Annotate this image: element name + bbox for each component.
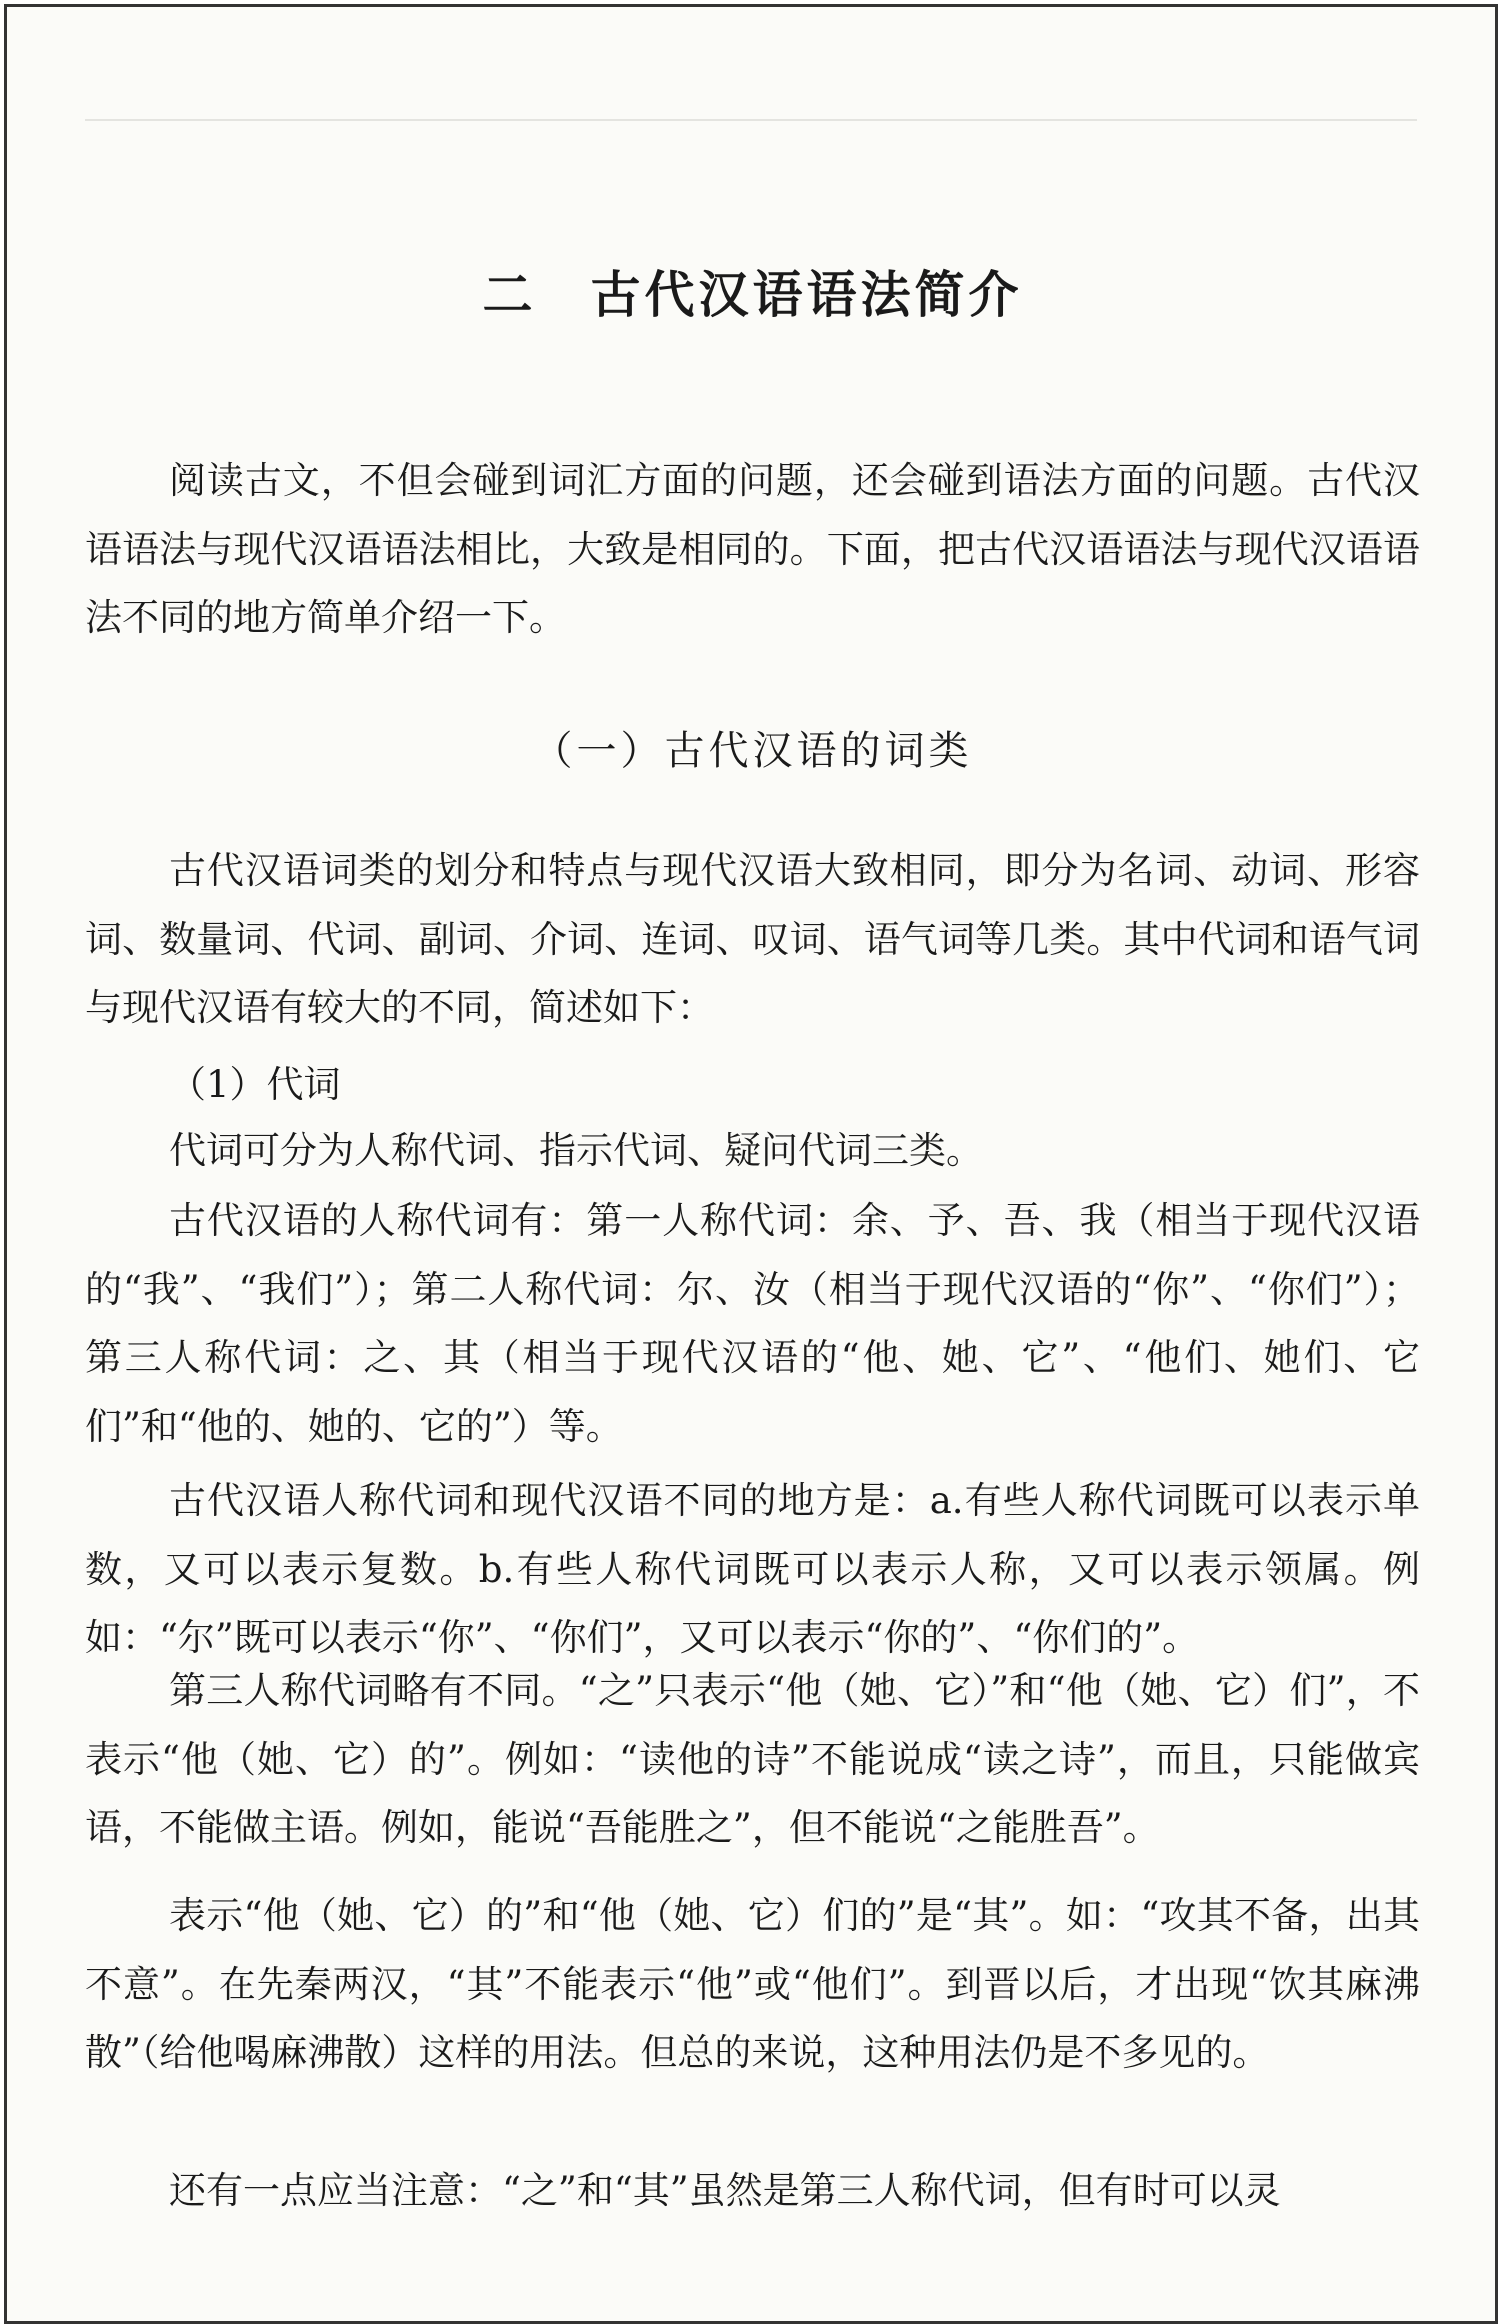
section-title: （一）古代汉语的词类 — [532, 728, 973, 774]
third-person-paragraph: 第三人称代词略有不同。“之”只表示“他（她、它）”和“他（她、它）们”，不表示“他（她、它）的”。例如：“读他的诗”不能说成“读之诗”，而且，只能做宾语，不能做主语。例如，能说“吾能胜之”，但不能说“之能胜吾”。 — [85, 1669, 1420, 1849]
pronoun-subheading: （1）代词 — [169, 1063, 341, 1106]
differences-paragraph: 古代汉语人称代词和现代汉语不同的地方是：a.有些人称代词既可以表示单数，又可以表示复数。b.有些人称代词既可以表示人称，又可以表示领属。例如：“尔”既可以表示“你”、“你们”，又可以表示“你的”、“你们的”。 — [85, 1479, 1420, 1659]
note-paragraph: 还有一点应当注意：“之”和“其”虽然是第三人称代词，但有时可以灵 — [169, 2169, 1281, 2212]
personal-pronoun-paragraph: 古代汉语的人称代词有：第一人称代词：余、予、吾、我（相当于现代汉语的“我”、“我们”）；第二人称代词：尔、汝（相当于现代汉语的“你”、“你们”）；第三人称代词：之、其（相当于现代汉语的“他、她、它”、“他们、她们、它们”和“他的、她的、它的”）等。 — [85, 1199, 1420, 1448]
document-page — [4, 4, 1498, 2324]
qi-usage-paragraph: 表示“他（她、它）的”和“他（她、它）们的”是“其”。如：“攻其不备，出其不意”。在先秦两汉，“其”不能表示“他”或“他们”。到晋以后，才出现“饮其麻沸散”（给他喝麻沸散）这样的用法。但总的来说，这种用法仍是不多见的。 — [85, 1894, 1420, 2074]
word-classes-paragraph: 古代汉语词类的划分和特点与现代汉语大致相同，即分为名词、动词、形容词、数量词、代词、副词、介词、连词、叹词、语气词等几类。其中代词和语气词与现代汉语有较大的不同，简述如下： — [85, 849, 1420, 1029]
intro-paragraph: 阅读古文，不但会碰到词汇方面的问题，还会碰到语法方面的问题。古代汉语语法与现代汉语语法相比，大致是相同的。下面，把古代汉语语法与现代汉语语法不同的地方简单介绍一下。 — [85, 459, 1420, 639]
chapter-title: 二 古代汉语语法简介 — [482, 266, 1023, 324]
header-rule — [85, 119, 1417, 121]
pronoun-types-paragraph: 代词可分为人称代词、指示代词、疑问代词三类。 — [169, 1129, 983, 1172]
